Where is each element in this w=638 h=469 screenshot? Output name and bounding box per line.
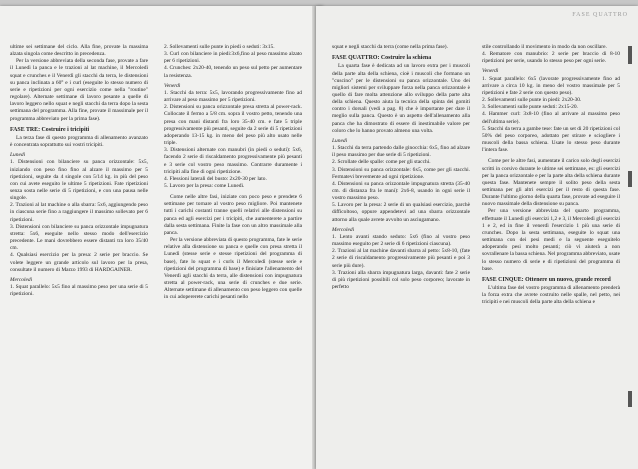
list-item: 2. Distensioni su panca orizzontale presa stretta al power-rack. Collocate il fermo a 5/8 cm. sopra il vostro petto, tenendo una presa con mani distanti fra loro 35-40 cm. e fate 5 triple progressivamente più pesanti, seguite da 2 serie di 5 ripetizioni adoperando 13-15 kg. in meno del peso più alto usato nelle triple. (164, 104, 302, 147)
page-edge-mark (628, 391, 632, 407)
running-header: FASE QUATTRO (572, 12, 628, 18)
list-item: 5. Stacchi da terra a gambe tese: fate un set di 20 ripetizioni col 50% del peso corporeo, adottato per stirare e sciogliere i muscoli della bassa schiena. Usate lo stesso peso durante l'intera fase. (482, 125, 621, 154)
list-item: 4. Crunches: 2x20-40, tenendo un peso sul petto per aumentare la resistenza. (164, 65, 302, 79)
list-item: 1. Stacchi da terra partendo dalle ginocchia: 6x5, fino ad alzare il peso massimo per due serie di 5 ripetizioni. (332, 145, 470, 159)
section-heading: FASE TRE: Costruire i tricipiti (10, 126, 90, 133)
day-heading: Venerdì (482, 68, 499, 75)
paragraph: ultime sei settimane del ciclo. Alla fine, provate la massima alzata singola come descritto in precedenza. (10, 44, 148, 58)
list-item: 1. Squat parallelo: 6x5 (lavorate progressivamente fino ad arrivare a circa 10 kg. in meno del vostro massimale per 5 ripetizioni e fate 2 serie con questo peso). (482, 75, 620, 96)
list-item: 3. Distensioni alternate con manubri (in piedi o seduti): 5x6, facendo 2 serie di riscaldamento progressivamente più pesanti e 3 serie col vostro peso massimo. Contrarre duramente i tricipiti alla fine di ogni ripetizione. (164, 147, 302, 175)
list-item: 2. Trazioni al lat machine davanti sbarra al petto: 5x8-10, (fate 2 serie di riscaldamento progressivamente più pesanti e poi 3 serie più dure). (332, 248, 470, 269)
list-item: 4. Hammer curl: 3x8-10 (fino al arrivare al massimo peso dell'ultima serie). (482, 111, 620, 125)
day-heading: Venerdì (164, 82, 181, 89)
paragraph: La quarta fase è dedicata ad un lavoro extra per i muscoli della parte alta della schiena, cioè i muscoli che formano un "cuscino" per le distensioni su panca orizzontale. Uno dei migliori sistemi per sviluppare forza nella panca orizzontale è quello di fare molta attenzione allo sviluppo della parte alta della schiena. Questo aiuta la tecnica della spinta dei gomiti contro i dorsali (vedi a pag. 8) che è importante per dare il meglio sulla panca. Questo è un aspetto dell'allenamento alla panca che ha dimostrato di essere di inestimabile valore per coloro che lo hanno provato almeno una volta. (332, 63, 470, 134)
page-edge-mark (628, 171, 632, 187)
list-item: 3. Curl con bilanciere in piedi:3x6,fino al peso massimo alzato per 6 ripetizioni. (164, 51, 302, 65)
list-item: 2. Scrollate delle spalle: come per gli stacchi. (332, 159, 431, 166)
paragraph: L'ultima fase del vostro programma di allenamento prenderà la forza extra che avrete costruito nelle spalle, nel petto, nei tricipiti e nei muscoli della parte alta della schiena e (482, 285, 620, 306)
paragraph: squat e negli stacchi da terra (come nella prima fase). (332, 44, 448, 50)
paragraph: Come per le altre fasi, aumentate il carico solo degli esercizi scritti in corsivo durante le ultime sei settimane, es: gli esercizi per la panca orizzontale e per la parte alta della schiena durante questa fase. Mantenete sempre il solito peso della sesta settimana per gli altri esercizi per il resto di questa fase. Durante l'ultimo giorno della quarta fase, provate ad eseguire il nuovo massimale della distensione su panca. (482, 158, 620, 208)
paragraph: La terza fase di questo programma di allenamento avanzato è concentrata soprattutto sui vostri tricipiti. (10, 134, 148, 149)
list-item: 3. Distensioni su panca orizzontale: 6x5, come per gli stacchi. Fermatevi brevemente ad ogni ripetizione. (332, 166, 470, 180)
paragraph: Come nelle altre fasi, iniziate con poco peso e prendete 6 settimane per tornare al vostro peso migliore. Poi mantenete tutti i carichi costanti tranne quelli relativi alle distensioni su panca ed agli esercizi per i tricipiti, che aumenterete a partire dalla sesta settimana. Finite la fase con un altro massimale alla panca. (164, 194, 302, 236)
list-item: 3. Distensioni con bilanciere su panca orizzontale impugnatura stretta: 5x6, eseguite nello stesso modo dell'esercizio precedente. Le mani dovrebbero essere distanti tra loro 35/40 cm. (10, 223, 148, 252)
day-heading: Mercoledì (10, 276, 33, 283)
section-heading: FASE QUATTRO: Costruire la schiena (332, 55, 432, 62)
section-heading: FASE CINQUE: Ottenere un nuovo, grande record (482, 276, 611, 283)
list-item: 4. Rematore con manubrio: 2 serie per braccio di 8-10 ripetizioni per serie, usando lo stesso peso per ogni serie. (482, 51, 620, 65)
list-item: 2. Sollevamenti sulle punte in piedi: 2x20-30. (482, 97, 582, 104)
list-item: 3. Trazioni alla sbarra impugnatura larga, davanti: fate 2 serie di più ripetizioni possibili col solo peso corporeo; lavorate in perfetto (332, 269, 470, 291)
column-3 (332, 44, 470, 291)
list-item: 4. Distensioni su panca orizzontale impugnatura stretta (35-40 cm. di distanza fra le mani): 2x6-8, usando in ogni serie il vostro massimo peso. (332, 180, 470, 202)
paragraph: Per la versione abbreviata di questo programma, fate le serie relative alla distensione su panca e quelle con presa stretta il Lunedì (stesse serie e stesse ripetizioni del programma di base), fate lo squat e i curls il Mercoledì (stesse serie e ripetizioni del programma di base) e finisiate l'allenamento del Venerdì agli stacchi da terra, alle distensioni con impugnatura stretta al power-rack, una serie di crunches e due serie. Alternate settimane di allenamento con peso leggero con quelle in cui adopererete carichi pesanti nello (164, 237, 303, 301)
list-item: 1. Stacchi da terra: 5x5, lavorando progressivamente fino ad arrivare al peso massimo per 5 ripetizioni. (164, 89, 302, 104)
list-item: 3. Sollevamenti sulle punte seduti: 2x15-20. (482, 104, 578, 111)
list-item: 4. Qualsiasi esercizio per la presa: 2 serie per braccio. Se volete leggere un grande articolo sul lavoro per la presa, consultate il numero di Marzo 1993 di HARDGAINER. (10, 252, 148, 273)
list-item: stile controllando il movimento in modo da non oscillare. (482, 44, 607, 50)
day-heading: Lunedì (10, 152, 26, 159)
page-edge-mark (628, 46, 632, 64)
list-item: 2. Sollevamenti sulle punte in piedi o seduti: 3x15. (164, 44, 275, 50)
right-page (316, 6, 638, 469)
list-item: 5. Lavoro per la presa: come Lunedì. (164, 182, 245, 189)
paragraph: Per la versione abbreviata della seconda fase, provate a fare il Lunedì la panca e le trazioni al lat machine, il Mercoledì squat e crunches e il Venerdì gli stacchi da terra, le distensioni su panca inclinata a 60° e i curl (eseguite lo stesso numero di serie e ripetizioni per ogni esercizio come nella "routine" regolare). Alternate settimane di lavoro pesante a quelle di lavoro leggero nello squat e negli stacchi da terra dopo la sesta settimana del programma. Alla fine, provate il massimale per il programma abbreviato per la prima fase). (10, 58, 148, 122)
day-heading: Mercoledì (332, 226, 355, 233)
day-heading: Lunedì (332, 137, 348, 144)
column-2 (164, 44, 302, 301)
list-item: 5. Lavoro per la presa: 2 serie di un qualsiasi esercizio, parchè difficoltoso, oppure appendetevi ad una sbarra orizzontale attorno alla quale avrete avvolto un asciugamano. (332, 202, 470, 223)
column-4 (482, 44, 620, 307)
column-1 (10, 44, 148, 298)
list-item: 1. Squat parallelo: 5x5 fino al massimo peso per una serie di 5 ripetizioni. (10, 284, 148, 298)
left-page (0, 6, 323, 469)
paragraph: Per una versione abbreviata del quarto programma, effettuate il Lunedì gli esercizi 1,2 e 3, il Mercoledì gli esercizi 1 e 2, ed in fine il venerdì l'esercizio 1 più una serie di crunches. Dopo la sesta settimana, eseguite lo squat una settimana con dei pesi medi e la seguente eseguitelo adoperando pesi molto pesanti; ciò vi aiuterà a non sovrallenare la bassa schiena. Nel programma abbreviato, usate lo stesso numero di serie e di ripetizioni del programma di base. (482, 208, 620, 272)
list-item: 2. Trazioni al lat machine o alla sbarra: 5x6, aggiungendo peso in ciascuna serie fino a raggiungere il massimo sollevato per 6 ripetizioni. (10, 202, 148, 223)
list-item: 1. Distensioni con bilanciere su panca orizzontale: 5x5, iniziando con peso fino fino al alzare il massimo per 5 ripetizioni, seguite da 4 singole con 5/14 kg. in più del peso con cui avete eseguito le ultime 5 ripetizioni. Fate ripetizioni senza sosta nelle serie di 5 ripetizioni, e con una pausa nelle singole. (10, 159, 148, 202)
list-item: 4. Flessioni laterali del busto: 2x20-30 per lato. (164, 175, 267, 182)
list-item: 1. Lento avanti stando seduto: 5x6 (fino al vostro peso massimo eseguito per 2 serie di 6 ripetizioni ciascuna). (332, 233, 470, 248)
